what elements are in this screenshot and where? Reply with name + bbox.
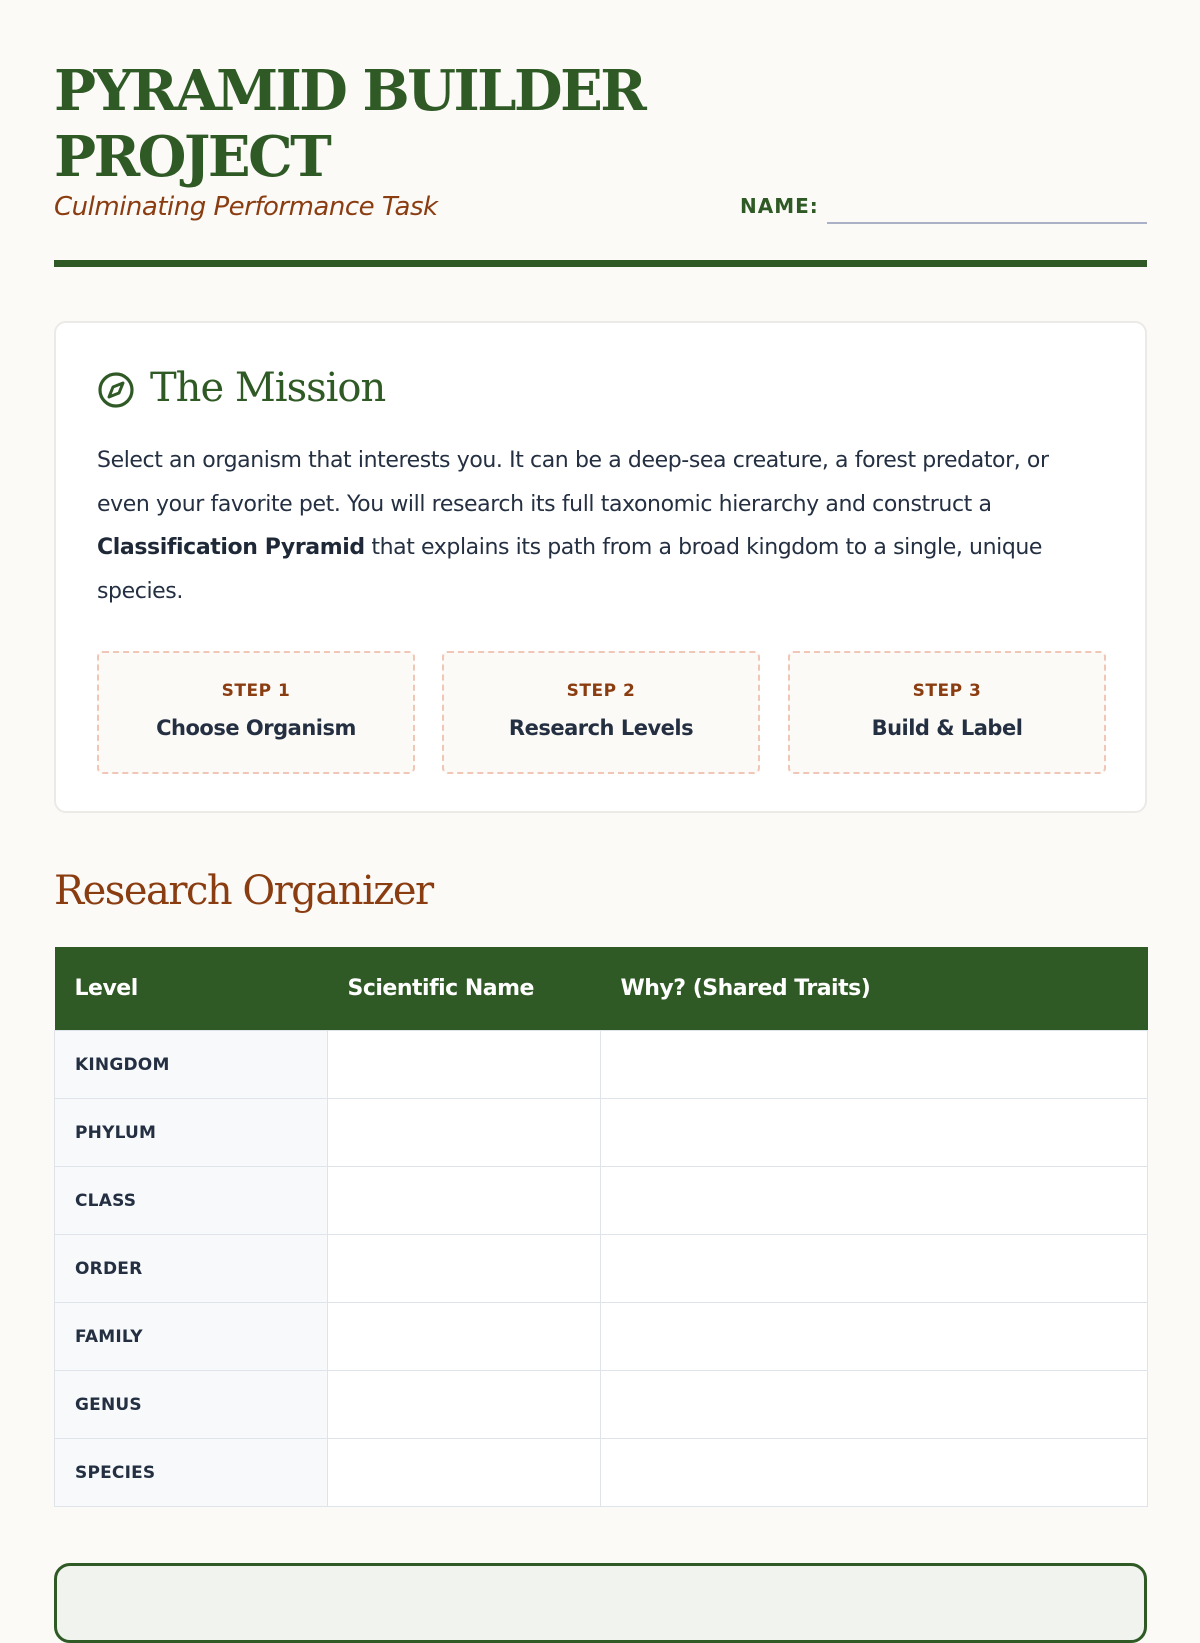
shared-traits-cell[interactable] [601,1031,1148,1099]
step-card-2 [442,651,760,774]
step-label: Research Levels [508,716,694,740]
scientific-name-cell[interactable] [328,1371,601,1439]
name-field[interactable] [827,222,1147,224]
table-row [55,1371,1148,1439]
research-organizer-table [54,947,1148,1507]
compass-icon [97,371,135,409]
step-label: Build & Label [871,716,1023,740]
shared-traits-cell[interactable] [601,1235,1148,1303]
mission-text-intro: Select an organism that interests you. It can be a deep-sea creature, a forest predator, or even your favorite pet. You will research its full taxonomic hierarchy and construct a [97,448,1049,517]
scientific-name-cell[interactable] [328,1099,601,1167]
table-row [55,1235,1148,1303]
shared-traits-cell[interactable] [601,1439,1148,1507]
level-cell: GENUS [55,1371,328,1439]
shared-traits-cell[interactable] [601,1167,1148,1235]
step-label: Choose Organism [156,716,356,740]
column-header-scientific-name: Scientific Name [328,947,601,1031]
table-row [55,1167,1148,1235]
level-cell: SPECIES [55,1439,328,1507]
next-section-card [54,1563,1147,1643]
step-card-3 [788,651,1106,774]
mission-card [54,321,1147,813]
shared-traits-cell[interactable] [601,1303,1148,1371]
step-number: STEP 3 [912,681,982,701]
page-title: PYRAMID BUILDER PROJECT [54,58,645,190]
mission-title: The Mission [150,365,386,411]
step-number: STEP 1 [221,681,291,701]
scientific-name-cell[interactable] [328,1031,601,1099]
mission-text-emphasis: Classification Pyramid [97,535,365,560]
page-subtitle: Culminating Performance Task [54,192,438,222]
table-header-row [55,947,1148,1031]
scientific-name-cell[interactable] [328,1235,601,1303]
shared-traits-cell[interactable] [601,1099,1148,1167]
step-number: STEP 2 [566,681,636,701]
table-row [55,1439,1148,1507]
header-divider [54,260,1147,267]
step-card-1 [97,651,415,774]
table-row [55,1303,1148,1371]
mission-text-rest: that explains its path from a broad kingdom to a single, unique species. [97,535,1043,604]
research-organizer-title: Research Organizer [54,868,433,914]
table-row [55,1031,1148,1099]
scientific-name-cell[interactable] [328,1303,601,1371]
level-cell: FAMILY [55,1303,328,1371]
level-cell: ORDER [55,1235,328,1303]
mission-description [97,439,1102,613]
level-cell: KINGDOM [55,1031,328,1099]
column-header-level: Level [55,947,328,1031]
level-cell: CLASS [55,1167,328,1235]
level-cell: PHYLUM [55,1099,328,1167]
scientific-name-cell[interactable] [328,1167,601,1235]
table-row [55,1099,1148,1167]
worksheet-page [54,0,1147,1600]
column-header-why: Why? (Shared Traits) [601,947,1148,1031]
scientific-name-cell[interactable] [328,1439,601,1507]
name-label: NAME: [740,194,819,218]
shared-traits-cell[interactable] [601,1371,1148,1439]
steps-row [97,651,1108,774]
header [54,58,1147,268]
